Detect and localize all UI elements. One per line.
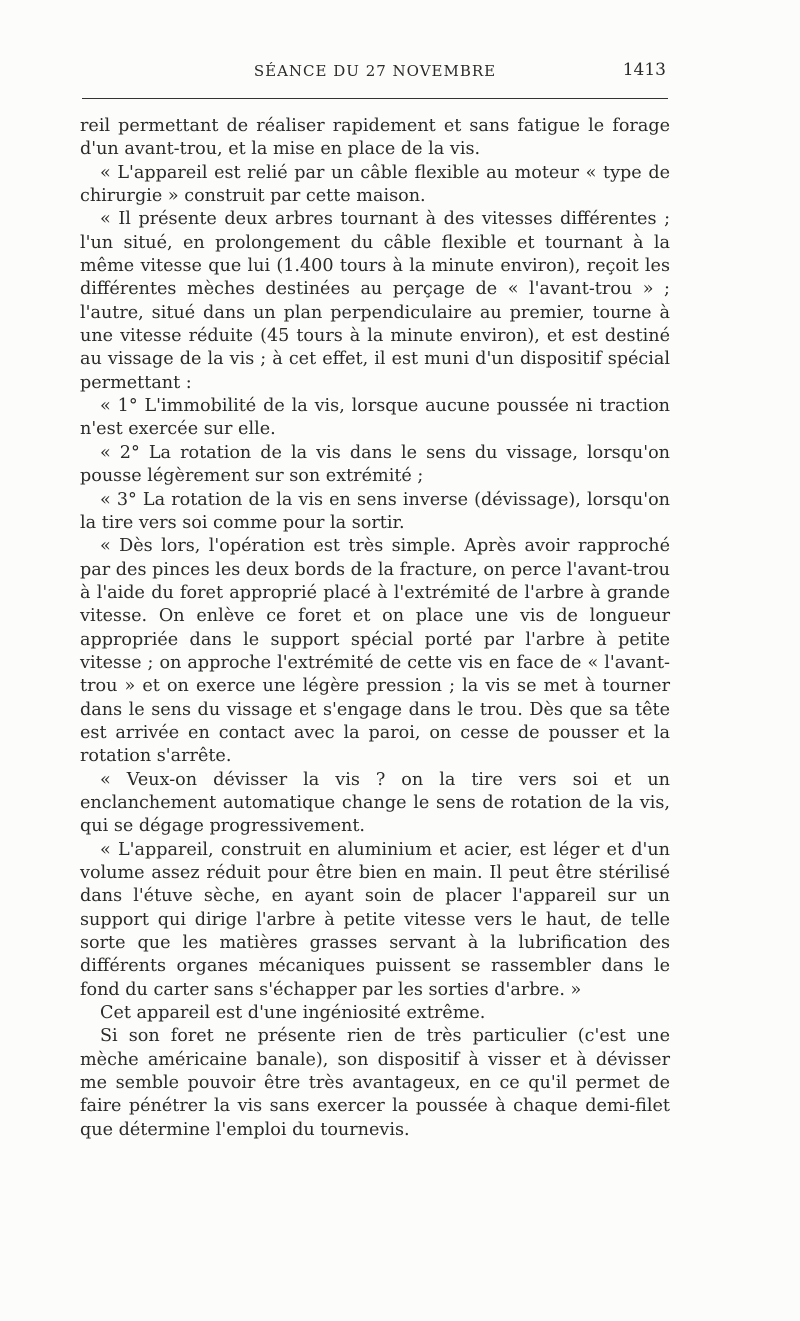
paragraph-continuation: reil permettant de réaliser rapidement et sans fatigue le forage d'un avant-trou, et la mise en place de la vis. <box>80 116 670 160</box>
page-number: 1413 <box>622 60 666 80</box>
paragraph: « Veux-on dévisser la vis ? on la tire vers soi et un enclanchement automatique change le sens de rotation de la vis, qui se dégage progressivement. <box>80 769 670 837</box>
paragraph: « Il présente deux arbres tournant à des vitesses différentes ; l'un situé, en prolongement du câble flexible et tournant à la même vitesse que lui (1.400 tours à la minute environ), reçoit les différentes mèches destinées au perçage de « l'avant-trou » ; l'autre, situé dans un plan perpendiculaire au premier, tourne à une vitesse réduite (45 tours à la minute environ), et est destiné au vissage de la vis ; à cet effet, il est muni d'un dispositif spécial permettant : <box>80 209 670 393</box>
paragraph: « L'appareil est relié par un câble flexible au moteur « type de chirurgie » construit par cette maison. <box>80 162 670 207</box>
paragraph: Cet appareil est d'une ingéniosité extrême. <box>100 1003 486 1024</box>
page-header <box>80 58 670 86</box>
body-text <box>80 115 670 1142</box>
paragraph: « 2° La rotation de la vis dans le sens du vissage, lorsqu'on pousse légèrement sur son extrémité ; <box>80 442 670 487</box>
running-title: SÉANCE DU 27 NOVEMBRE <box>253 62 497 80</box>
header-rule <box>82 98 668 99</box>
paragraph: « 1° L'immobilité de la vis, lorsque aucune poussée ni traction n'est exercée sur elle. <box>80 396 670 440</box>
paragraph: « Dès lors, l'opération est très simple. Après avoir rapproché par des pinces les deux bords de la fracture, on perce l'avant-trou à l'aide du foret approprié placé à l'extrémité de l'arbre à grande vitesse. On enlève ce foret et on place une vis de longueur appropriée dans le support spécial porté par l'arbre à petite vitesse ; on approche l'extrémité de cette vis en face de « l'avant-trou » et on exerce une légère pression ; la vis se met à tourner dans le sens du vissage et s'engage dans le trou. Dès que sa tête est arrivée en contact avec la paroi, on cesse de pousser et la rotation s'arrête. <box>80 536 670 767</box>
paragraph: « L'appareil, construit en aluminium et acier, est léger et d'un volume assez réduit pour être bien en main. Il peut être stérilisé dans l'étuve sèche, en ayant soin de placer l'appareil sur un support qui dirige l'arbre à petite vitesse vers le haut, de telle sorte que les matières grasses servant à la lubrification des différents organes mécaniques puissent se rassembler dans le fond du carter sans s'échapper par les sorties d'arbre. » <box>80 839 670 1000</box>
paragraph: « 3° La rotation de la vis en sens inverse (dévissage), lorsqu'on la tire vers soi comme pour la sortir. <box>80 489 670 533</box>
paragraph: Si son foret ne présente rien de très particulier (c'est une mèche américaine banale), son dispositif à visser et à dévisser me semble pouvoir être très avantageux, en ce qu'il permet de faire pénétrer la vis sans exercer la poussée à chaque demi-filet que détermine l'emploi du tournevis. <box>80 1026 670 1140</box>
